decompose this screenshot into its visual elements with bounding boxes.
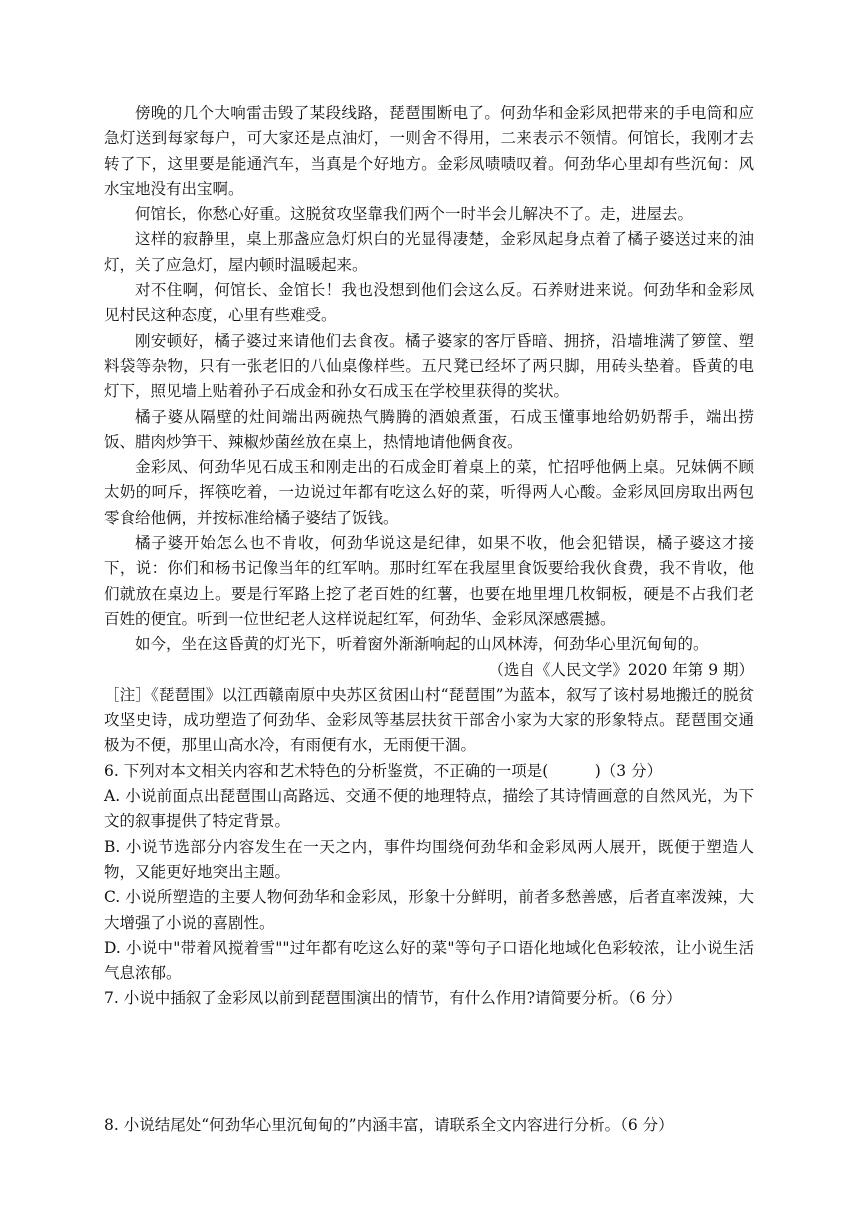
annotation-note: ［注］《琵琶围》以江西赣南原中央苏区贫困山村“琵琶围”为蓝本，叙写了该村易地搬迁的脱贫攻坚史诗，成功塑造了何劲华、金彩凤等基层扶贫干部舍小家为大家的形象特点。琵琶围交通极为不便，那里山高水冷，有雨便有水，无雨便干涸。 <box>104 685 754 755</box>
story-paragraph: 这样的寂静里，桌上那盏应急灯炽白的光显得凄楚，金彩凤起身点着了橘子婆送过来的油灯，关了应急灯，屋内顿时温暖起来。 <box>104 230 754 274</box>
story-paragraph: 金彩凤、何劲华见石成玉和刚走出的石成金盯着桌上的菜，忙招呼他俩上桌。兄妹俩不顾太奶的呵斥，挥筷吃着，一边说过年都有吃这么好的菜，听得两人心酸。金彩凤回房取出两包零食给他俩，并按标准给橘子婆结了饭钱。 <box>104 458 754 527</box>
story-paragraph: 何馆长，你愁心好重。这脱贫攻坚靠我们两个一时半会儿解决不了。走，进屋去。 <box>135 205 694 224</box>
question-6-option-c: C. 小说所塑造的主要人物何劲华和金彩凤，形象十分鲜明，前者多愁善感，后者直率泼辣，大大增强了小说的喜剧性。 <box>104 888 754 932</box>
story-paragraph: 橘子婆从隔壁的灶间端出两碗热气腾腾的酒娘煮蛋，石成玉懂事地给奶奶帮手，端出捞饭、腊肉炒笋干、辣椒炒菌丝放在桌上，热情地请他俩食夜。 <box>104 407 754 451</box>
source-citation: （选自《人民文学》2020 年第 9 期） <box>488 660 754 679</box>
question-7: 7. 小说中插叙了金彩凤以前到琵琶围演出的情节，有什么作用?请简要分析。（6 分） <box>104 989 682 1008</box>
story-paragraph: 橘子婆开始怎么也不肯收，何劲华说这是纪律，如果不收，他会犯错误，橘子婆这才接下，说：你们和杨书记像当年的红军呐。那时红军在我屋里食饭要给我伙食费，我不肯收，他们就放在桌边上。要是行军路上挖了老百姓的红薯，也要在地里埋几枚铜板，硬是不占我们老百姓的便宜。听到一位世纪老人这样说起红军，何劲华、金彩凤深感震撼。 <box>104 534 754 628</box>
story-paragraph: 傍晚的几个大响雷击毁了某段线路，琵琶围断电了。何劲华和金彩凤把带来的手电筒和应急灯送到每家每户，可大家还是点油灯，一则舍不得用，二来表示不领情。何馆长，我刚才去转了下，这里要是能通汽车，当真是个好地方。金彩凤啧啧叹着。何劲华心里却有些沉甸：风水宝地没有出宝啊。 <box>104 104 754 198</box>
story-paragraph: 对不住啊，何馆长、金馆长！我也没想到他们会这么反。石养财进来说。何劲华和金彩凤见村民这种态度，心里有些难受。 <box>104 281 754 325</box>
question-6-stem: 6. 下列对本文相关内容和艺术特色的分析鉴赏，不正确的一项是( )（3 分） <box>104 761 663 780</box>
question-6-option-b: B. 小说节选部分内容发生在一天之内，事件均围绕何劲华和金彩凤两人展开，既便于塑造人物，又能更好地突出主题。 <box>104 837 754 881</box>
question-8: 8. 小说结尾处“何劲华心里沉甸甸的”内涵丰富，请联系全文内容进行分析。（6 分） <box>104 1115 674 1134</box>
answer-space <box>104 1012 754 1113</box>
question-6-option-a: A. 小说前面点出琵琶围山高路远、交通不便的地理特点，描绘了其诗情画意的自然风光，为下文的叙事提供了特定背景。 <box>104 787 754 831</box>
story-paragraph: 刚安顿好，橘子婆过来请他们去食夜。橘子婆家的客厅昏暗、拥挤，沿墙堆满了箩筐、塑料袋等杂物，只有一张老旧的八仙桌像样些。五尺凳已经坏了两只脚，用砖头垫着。昏黄的电灯下，照见墙上贴着孙子石成金和孙女石成玉在学校里获得的奖状。 <box>104 331 754 401</box>
question-6-option-d: D. 小说中"带着风搅着雪""过年都有吃这么好的菜"等句子口语化地域化色彩较浓，让小说生活气息浓郁。 <box>104 938 754 983</box>
page-content <box>104 101 754 1138</box>
story-paragraph: 如今，坐在这昏黄的灯光下，听着窗外渐渐响起的山风林涛，何劲华心里沉甸甸的。 <box>135 635 709 654</box>
